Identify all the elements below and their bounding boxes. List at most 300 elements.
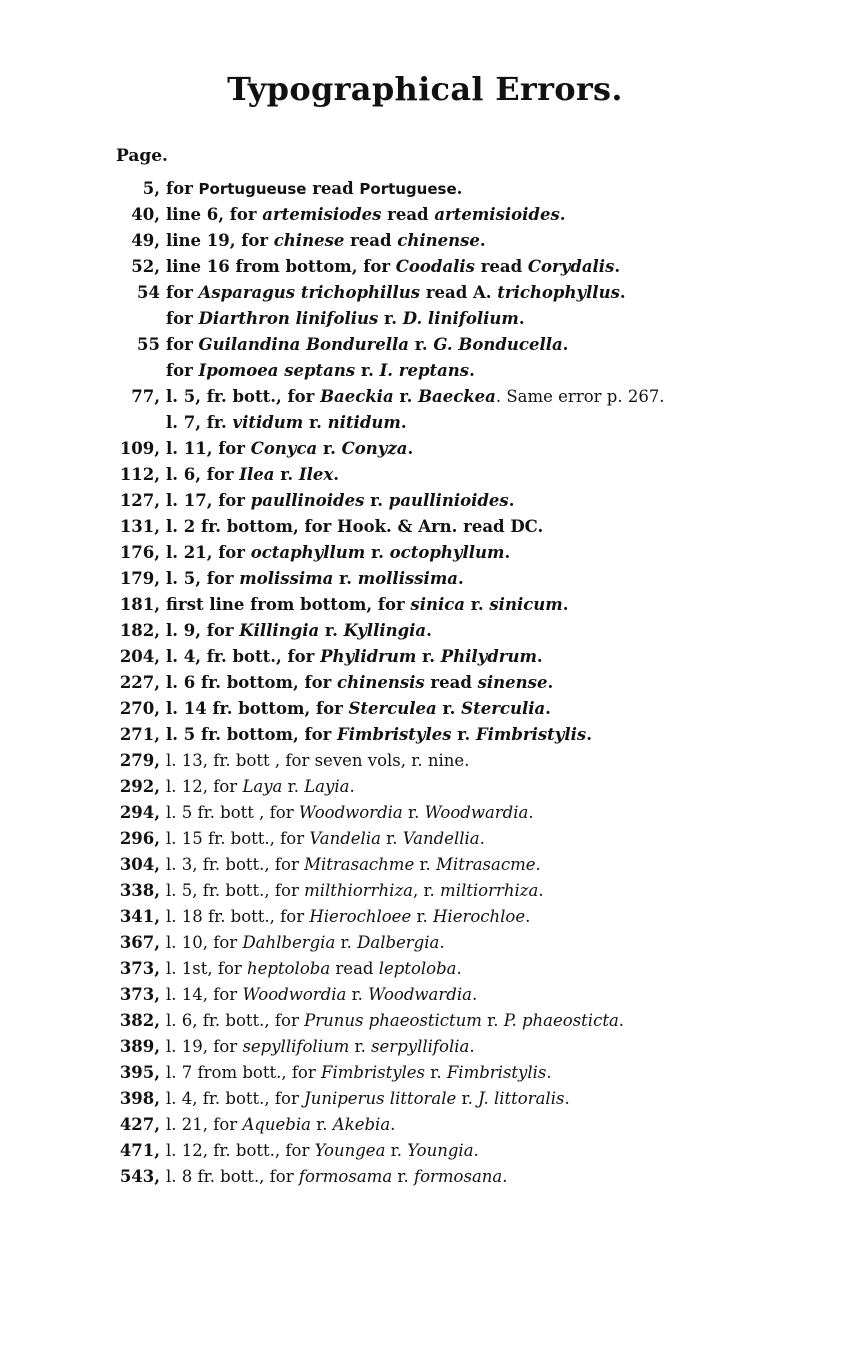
entry-text: . — [407, 439, 414, 458]
entry-text: l. 11, for — [166, 439, 251, 458]
entry-taxon-name: paullinioides — [388, 491, 509, 510]
entry-taxon-name: vitidum — [232, 413, 304, 432]
entry-text: l. 5, for — [166, 569, 240, 588]
entry-correction — [166, 228, 486, 254]
entry-taxon-name: molissima — [239, 569, 334, 588]
entry-text: . — [546, 1063, 552, 1082]
entry-correction — [166, 280, 626, 306]
entry-text: r. — [409, 335, 434, 354]
entry-correction — [166, 254, 620, 280]
entry-text: . — [518, 309, 525, 328]
entry-text: . — [469, 361, 475, 380]
entry-text: l. 10, for — [166, 933, 243, 952]
entry-taxon-name: Mitrasacme — [436, 855, 536, 874]
entry-text: for — [166, 283, 199, 302]
entry-correction — [166, 696, 551, 722]
errata-entry — [0, 306, 850, 332]
entry-taxon-name: Kyllingia — [343, 621, 427, 640]
entry-text: . — [469, 1037, 475, 1056]
entry-correction — [166, 930, 445, 956]
entry-text: first line from bottom, for — [166, 595, 411, 614]
entry-text: r. — [414, 855, 437, 874]
errata-entry — [0, 1164, 850, 1190]
entry-text: . — [479, 231, 486, 250]
entry-correction — [166, 644, 543, 670]
entry-page-number: 77, — [131, 387, 160, 406]
entry-text: line 6, for — [166, 205, 263, 224]
errata-entry — [0, 540, 850, 566]
entry-page-number: 389, — [119, 1037, 160, 1056]
entry-correction — [166, 1008, 624, 1034]
entry-text: l. 4, fr. bott., for — [166, 1089, 305, 1108]
entry-correction — [166, 592, 568, 618]
entry-text: l. 19, for — [166, 1037, 243, 1056]
entry-text: r. — [365, 543, 390, 562]
errata-entry — [0, 228, 850, 254]
entry-text: . — [528, 803, 534, 822]
entry-taxon-name: Fimbristyles — [337, 725, 452, 744]
entry-taxon-name: Asparagus trichophillus — [198, 283, 421, 302]
entry-taxon-name: Youngia — [407, 1141, 474, 1160]
entry-page-number: 341, — [119, 907, 160, 926]
entry-taxon-name: Coodalis — [395, 257, 475, 276]
entry-text: . — [439, 933, 445, 952]
entry-text: line 16 from bottom, for — [166, 257, 396, 276]
errata-entry — [0, 1138, 850, 1164]
entry-taxon-name: Vandellia — [402, 829, 480, 848]
entry-text: l. 9, for — [166, 621, 240, 640]
entry-taxon-name: J. littoralis — [478, 1089, 565, 1108]
entry-taxon-name: sinica — [410, 595, 465, 614]
entry-correction — [166, 904, 530, 930]
entry-correction — [166, 956, 462, 982]
entry-taxon-name: formosama — [298, 1167, 393, 1186]
entry-text: l. 5, fr. bott., for — [166, 387, 321, 406]
entry-taxon-name: Ilex — [298, 465, 334, 484]
entry-text: . — [562, 335, 569, 354]
entry-taxon-name: Youngea — [314, 1141, 386, 1160]
entry-page-number: 296, — [119, 829, 160, 848]
entry-text: Portugueuse — [198, 180, 307, 198]
entry-text: for — [166, 179, 199, 198]
errata-entry — [0, 1008, 850, 1034]
entry-text: l. 7 from bott., for — [166, 1063, 321, 1082]
entry-page-number: 112, — [119, 465, 160, 484]
entry-taxon-name: octophyllum — [389, 543, 505, 562]
entry-correction — [166, 1112, 395, 1138]
entry-taxon-name: Laya — [242, 777, 283, 796]
entry-text: for — [166, 361, 199, 380]
entry-taxon-name: Juniperus littorale — [304, 1089, 457, 1108]
entry-taxon-name: sinicum — [489, 595, 563, 614]
entry-text: r. — [319, 621, 344, 640]
entry-text: . Same error p. 267. — [495, 387, 665, 406]
entry-page-number: 181, — [119, 595, 160, 614]
entry-text: r. — [333, 569, 358, 588]
errata-entry — [0, 1112, 850, 1138]
entry-correction — [166, 176, 462, 202]
entry-text: . — [400, 413, 407, 432]
errata-entry — [0, 956, 850, 982]
entry-page-number: 294, — [119, 803, 160, 822]
entry-correction — [166, 826, 485, 852]
entry-page-number: 304, — [119, 855, 160, 874]
entry-page-number: 543, — [119, 1167, 160, 1186]
entry-taxon-name: chinese — [273, 231, 345, 250]
entry-text: l. 6, fr. bott., for — [166, 1011, 305, 1030]
entry-page-number: 109, — [119, 439, 160, 458]
entry-text: . — [559, 205, 566, 224]
errata-entry — [0, 800, 850, 826]
entry-taxon-name: Fimbristylis — [475, 725, 587, 744]
entry-text: . — [619, 283, 626, 302]
entry-text: . — [538, 881, 544, 900]
errata-entry — [0, 280, 850, 306]
errata-entry — [0, 930, 850, 956]
entry-text: r. — [425, 1063, 447, 1082]
errata-entry — [0, 722, 850, 748]
errata-entry — [0, 1034, 850, 1060]
entry-taxon-name: Woodwardia — [424, 803, 529, 822]
entry-page-number: 398, — [119, 1089, 160, 1108]
entry-taxon-name: Phylidrum — [320, 647, 417, 666]
entry-correction — [166, 410, 407, 436]
entry-taxon-name: miltiorrhiza — [440, 881, 539, 900]
entry-text: . — [504, 543, 511, 562]
entry-text: for — [166, 335, 199, 354]
entry-taxon-name: Corydalis — [527, 257, 615, 276]
entry-text: r. — [310, 1115, 333, 1134]
errata-entry — [0, 488, 850, 514]
entry-text: r. — [317, 439, 342, 458]
entry-text: read A. — [420, 283, 498, 302]
entry-page-number: 279, — [119, 751, 160, 770]
entry-taxon-name: formosana — [413, 1167, 503, 1186]
entry-taxon-name: Guilandina Bondurella — [198, 335, 409, 354]
entry-text: l. 12, for — [166, 777, 243, 796]
entry-correction — [166, 202, 565, 228]
errata-entry — [0, 202, 850, 228]
errata-entry — [0, 618, 850, 644]
entry-text: . — [457, 569, 464, 588]
entry-taxon-name: sinense — [477, 673, 548, 692]
entry-correction — [166, 384, 665, 410]
entry-taxon-name: leptoloba — [378, 959, 457, 978]
entry-text: r. — [378, 309, 403, 328]
entry-taxon-name: P. phaeosticta — [503, 1011, 619, 1030]
entry-page-number: 204, — [119, 647, 160, 666]
entry-text: read — [330, 959, 379, 978]
entry-text: r. — [402, 803, 425, 822]
entry-taxon-name: Aquebia — [242, 1115, 311, 1134]
entry-taxon-name: Killingia — [239, 621, 320, 640]
entry-text: . — [586, 725, 592, 744]
errata-entry — [0, 462, 850, 488]
entry-text: l. 6 fr. bottom, for — [166, 673, 338, 692]
errata-entry — [0, 384, 850, 410]
entry-correction — [166, 618, 432, 644]
entry-text: l. 14, for — [166, 985, 243, 1004]
entry-taxon-name: Fimbristyles — [321, 1063, 426, 1082]
entry-page-number: 131, — [119, 517, 160, 536]
errata-entry — [0, 826, 850, 852]
entry-correction — [166, 436, 413, 462]
errata-entry — [0, 514, 850, 540]
entry-page-number: 292, — [119, 777, 160, 796]
entry-text: . — [564, 1089, 570, 1108]
entry-taxon-name: Conyza — [341, 439, 408, 458]
entry-page-number: 427, — [119, 1115, 160, 1134]
entry-correction — [166, 748, 469, 774]
entry-page-number: 55 — [137, 335, 160, 354]
errata-entry — [0, 878, 850, 904]
entry-page-number: 395, — [119, 1063, 160, 1082]
entry-text: l. 5, fr. bott., for — [166, 881, 305, 900]
entry-text: l. 14 fr. bottom, for — [166, 699, 349, 718]
entry-correction — [166, 358, 475, 384]
entry-correction — [166, 878, 544, 904]
errata-entry — [0, 904, 850, 930]
entry-text: . — [562, 595, 569, 614]
entry-text: r. — [456, 1089, 479, 1108]
entry-text: r. — [481, 1011, 504, 1030]
entry-text: line 19, for — [166, 231, 274, 250]
entry-taxon-name: Vandelia — [309, 829, 381, 848]
entry-text: l. 6, for — [166, 465, 240, 484]
entry-text: , r. — [412, 881, 441, 900]
entry-taxon-name: Dahlbergia — [242, 933, 336, 952]
entry-taxon-name: nitidum — [327, 413, 401, 432]
entry-text: r. — [303, 413, 328, 432]
entry-page-number: 54 — [137, 283, 160, 302]
entry-text: l. 15 fr. bott., for — [166, 829, 310, 848]
entry-taxon-name: Diarthron linifolius — [198, 309, 379, 328]
entry-text: l. 5 fr. bott , for — [166, 803, 299, 822]
entry-taxon-name: Woodwardia — [368, 985, 472, 1004]
entry-correction — [166, 1138, 479, 1164]
entry-taxon-name: artemisioides — [434, 205, 560, 224]
entry-correction — [166, 722, 592, 748]
entry-text: r. — [335, 933, 358, 952]
entry-text: . — [479, 829, 485, 848]
errata-entry — [0, 592, 850, 618]
entry-page-number: 179, — [119, 569, 160, 588]
entry-page-number: 338, — [119, 881, 160, 900]
entry-text: r. — [380, 829, 403, 848]
entry-taxon-name: heptoloba — [247, 959, 331, 978]
entry-taxon-name: sepyllifolium — [242, 1037, 350, 1056]
entry-text: . — [535, 855, 541, 874]
entry-taxon-name: Woodwordia — [242, 985, 347, 1004]
errata-entry — [0, 410, 850, 436]
errata-entry — [0, 254, 850, 280]
entry-correction — [166, 1086, 570, 1112]
entry-taxon-name: serpyllifolia — [371, 1037, 470, 1056]
entry-correction — [166, 514, 543, 540]
entry-taxon-name: Baeckea — [418, 387, 496, 406]
entry-text: read — [424, 673, 478, 692]
entry-taxon-name: chinense — [397, 231, 480, 250]
entry-text: l. 17, for — [166, 491, 251, 510]
errata-entry — [0, 670, 850, 696]
entry-text: . — [525, 907, 531, 926]
entry-text: r. — [346, 985, 369, 1004]
entry-taxon-name: Ipomoea septans — [198, 361, 356, 380]
errata-entry — [0, 566, 850, 592]
entry-text: . — [390, 1115, 396, 1134]
errata-entry — [0, 748, 850, 774]
entry-text: . — [333, 465, 339, 484]
entry-text: r. — [364, 491, 389, 510]
entry-text: l. 4, fr. bott., for — [166, 647, 321, 666]
errata-entry — [0, 332, 850, 358]
entry-taxon-name: Conyca — [250, 439, 318, 458]
entry-text: r. — [451, 725, 476, 744]
entry-taxon-name: milthiorrhiza — [304, 881, 413, 900]
errata-entry — [0, 852, 850, 878]
entry-text: Portuguese — [359, 180, 457, 198]
errata-entry — [0, 1086, 850, 1112]
entry-correction — [166, 332, 568, 358]
entry-page-number: 270, — [119, 699, 160, 718]
entry-taxon-name: octaphyllum — [250, 543, 366, 562]
entry-correction — [166, 1060, 552, 1086]
entry-taxon-name: paullinoides — [250, 491, 365, 510]
entry-taxon-name: Baeckia — [320, 387, 394, 406]
entry-text: l. 21, for — [166, 1115, 243, 1134]
page-title: Typographical Errors. — [227, 70, 623, 108]
entry-taxon-name: Layia — [304, 777, 350, 796]
entry-text: . — [473, 1141, 479, 1160]
errata-entry — [0, 644, 850, 670]
entry-text: l. 13, fr. bott , for seven vols, r. nine. — [166, 751, 470, 770]
entry-taxon-name: Sterculea — [348, 699, 437, 718]
entry-text: r. — [392, 1167, 414, 1186]
entry-text: read — [344, 231, 398, 250]
entry-correction — [166, 670, 553, 696]
entry-taxon-name: Dalbergia — [357, 933, 440, 952]
entry-page-number: 127, — [119, 491, 160, 510]
entry-text: l. 3, fr. bott., for — [166, 855, 305, 874]
entry-text: r. — [282, 777, 305, 796]
entry-text: r. — [411, 907, 434, 926]
entry-text: . — [545, 699, 551, 718]
entry-taxon-name: chinensis — [337, 673, 425, 692]
entry-correction — [166, 800, 534, 826]
entry-page-number: 382, — [119, 1011, 160, 1030]
errata-entry — [0, 176, 850, 202]
errata-entry — [0, 358, 850, 384]
entry-text: . — [456, 959, 462, 978]
entry-text: r. — [385, 1141, 408, 1160]
entry-correction — [166, 566, 464, 592]
entry-taxon-name: Philydrum — [440, 647, 537, 666]
entry-text: . — [502, 1167, 508, 1186]
entry-taxon-name: Hierochloe — [433, 907, 526, 926]
entry-text: l. 2 fr. bottom, for Hook. & Arn. read DC. — [166, 517, 544, 536]
entry-text: r. — [349, 1037, 372, 1056]
entry-text: . — [508, 491, 515, 510]
entry-text: . — [547, 673, 554, 692]
entry-taxon-name: I. reptans — [379, 361, 470, 380]
entry-taxon-name: artemisiodes — [262, 205, 382, 224]
entry-taxon-name: Woodwordia — [298, 803, 403, 822]
entry-text: read — [306, 179, 360, 198]
entry-correction — [166, 306, 525, 332]
entry-page-number: 227, — [119, 673, 160, 692]
entry-taxon-name: Fimbristylis — [446, 1063, 547, 1082]
entry-text: r. — [416, 647, 441, 666]
entry-page-number: 52, — [131, 257, 160, 276]
entry-page-number: 271, — [119, 725, 160, 744]
entry-text: read — [381, 205, 435, 224]
errata-entry — [0, 1060, 850, 1086]
entry-correction — [166, 488, 514, 514]
entry-text: r. — [436, 699, 462, 718]
entry-text: . — [456, 179, 463, 198]
entry-taxon-name: Akebia — [332, 1115, 391, 1134]
entry-page-number: 40, — [131, 205, 160, 224]
entry-text: r. — [464, 595, 490, 614]
entry-correction — [166, 540, 510, 566]
entry-correction — [166, 774, 355, 800]
errata-entry — [0, 436, 850, 462]
page-column-label: Page. — [116, 146, 168, 166]
entry-text: l. 18 fr. bott., for — [166, 907, 310, 926]
entry-taxon-name: trichophyllus — [497, 283, 620, 302]
entry-text: r. — [355, 361, 380, 380]
entry-page-number: 471, — [119, 1141, 160, 1160]
entry-page-number: 373, — [119, 985, 160, 1004]
errata-entry — [0, 774, 850, 800]
entry-taxon-name: G. Bonducella — [433, 335, 563, 354]
entry-correction — [166, 1164, 508, 1190]
entry-taxon-name: Sterculia — [461, 699, 546, 718]
entry-page-number: 367, — [119, 933, 160, 952]
errata-list — [0, 176, 850, 1190]
errata-entry — [0, 696, 850, 722]
entry-taxon-name: Prunus phaeostictum — [304, 1011, 482, 1030]
entry-taxon-name: Ilea — [239, 465, 275, 484]
entry-text: l. 5 fr. bottom, for — [166, 725, 338, 744]
entry-page-number: 5, — [142, 179, 160, 198]
entry-text: for — [166, 309, 199, 328]
entry-text: . — [614, 257, 621, 276]
entry-text: . — [618, 1011, 625, 1030]
entry-taxon-name: Hierochloee — [309, 907, 412, 926]
errata-entry — [0, 982, 850, 1008]
entry-page-number: 182, — [119, 621, 160, 640]
entry-text: l. 12, fr. bott., for — [166, 1141, 315, 1160]
entry-text: l. 1st, for — [166, 959, 248, 978]
entry-page-number: 373, — [119, 959, 160, 978]
entry-text: l. 21, for — [166, 543, 251, 562]
entry-text: . — [349, 777, 355, 796]
entry-text: l. 7, fr. — [166, 413, 233, 432]
entry-correction — [166, 852, 541, 878]
entry-text: r. — [274, 465, 299, 484]
entry-taxon-name: D. linifolium — [402, 309, 519, 328]
entry-page-number: 49, — [131, 231, 160, 250]
entry-taxon-name: Mitrasachme — [304, 855, 415, 874]
entry-text: . — [471, 985, 478, 1004]
entry-text: read — [474, 257, 528, 276]
entry-correction — [166, 1034, 475, 1060]
entry-correction — [166, 462, 339, 488]
entry-text: . — [536, 647, 543, 666]
entry-correction — [166, 982, 477, 1008]
entry-text: r. — [393, 387, 419, 406]
